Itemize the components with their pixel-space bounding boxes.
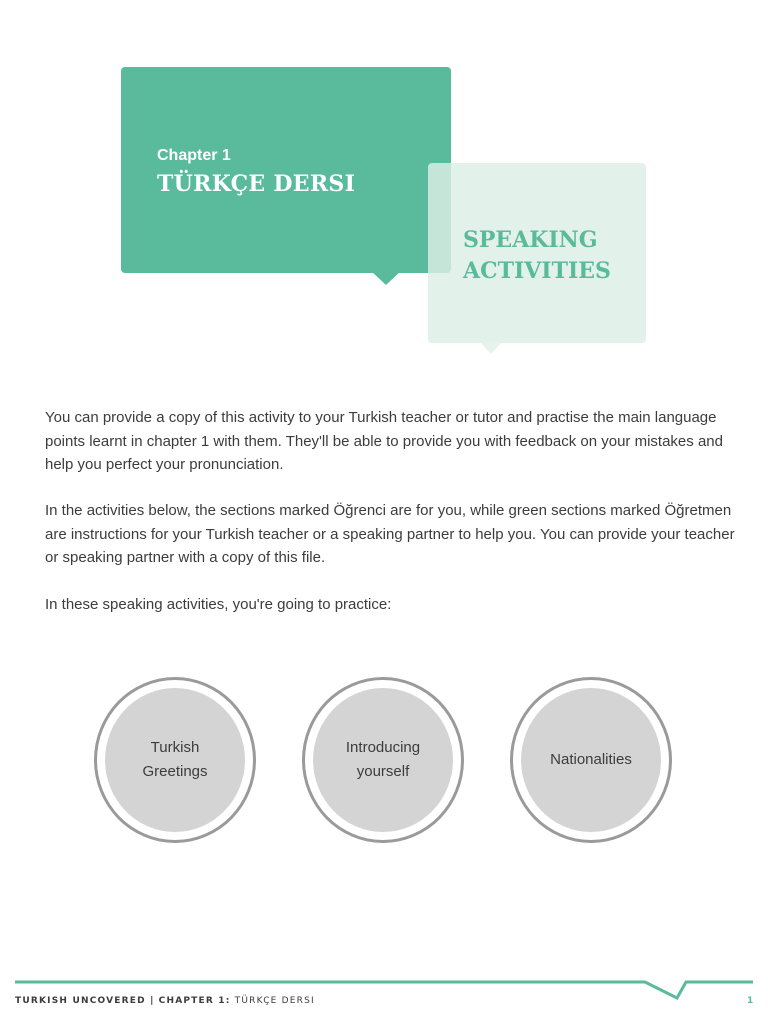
chapter-banner-tail [371, 271, 401, 285]
topic-circle-fill [521, 688, 661, 832]
topic-circle-fill [313, 688, 453, 832]
practice-lead-paragraph: In these speaking activities, you're going to practice: [45, 596, 392, 613]
chapter-label: Chapter 1 [157, 147, 231, 164]
topic-label-line1: Introducing [345, 739, 421, 756]
topic-label-line1: Nationalities [550, 751, 632, 768]
section-title: SPEAKING ACTIVITIES [463, 227, 611, 284]
topic-label-line2: Greetings [142, 763, 208, 780]
topic-label [346, 736, 420, 784]
chapter-title: TÜRKÇE DERSI [157, 171, 356, 197]
footer-chapter-title: TÜRKÇE DERSI [234, 996, 315, 1006]
page-number: 1 [747, 996, 754, 1006]
topic-label-line1: Turkish [150, 739, 200, 756]
section-banner-tail [480, 342, 502, 354]
topic-label-line2: yourself [356, 763, 410, 780]
footer-chapter-label: CHAPTER 1: [158, 996, 231, 1006]
instructions-paragraph: In the activities below, the sections marked Öğrenci are for you, while green sections marked Öğretmen are instructions for your Turkish teacher or a speaking partner to help you. You can provide your teacher or speaking partner with a copy of this file. [45, 502, 735, 566]
intro-paragraph: You can provide a copy of this activity to your Turkish teacher or tutor and practise the main language points learnt in chapter 1 with them. They'll be able to provide you with feedback on your mistakes and help you perfect your pronunciation. [45, 409, 723, 473]
footer-brand: TURKISH UNCOVERED | [15, 996, 155, 1006]
topic-label [550, 748, 632, 772]
chapter-banner [121, 67, 451, 273]
footer-text [15, 996, 315, 1006]
topic-circle-greetings [94, 677, 256, 843]
topic-label [142, 736, 207, 784]
topic-circle-nationalities [510, 677, 672, 843]
topic-circle-introducing [302, 677, 464, 843]
topic-circle-fill [105, 688, 245, 832]
